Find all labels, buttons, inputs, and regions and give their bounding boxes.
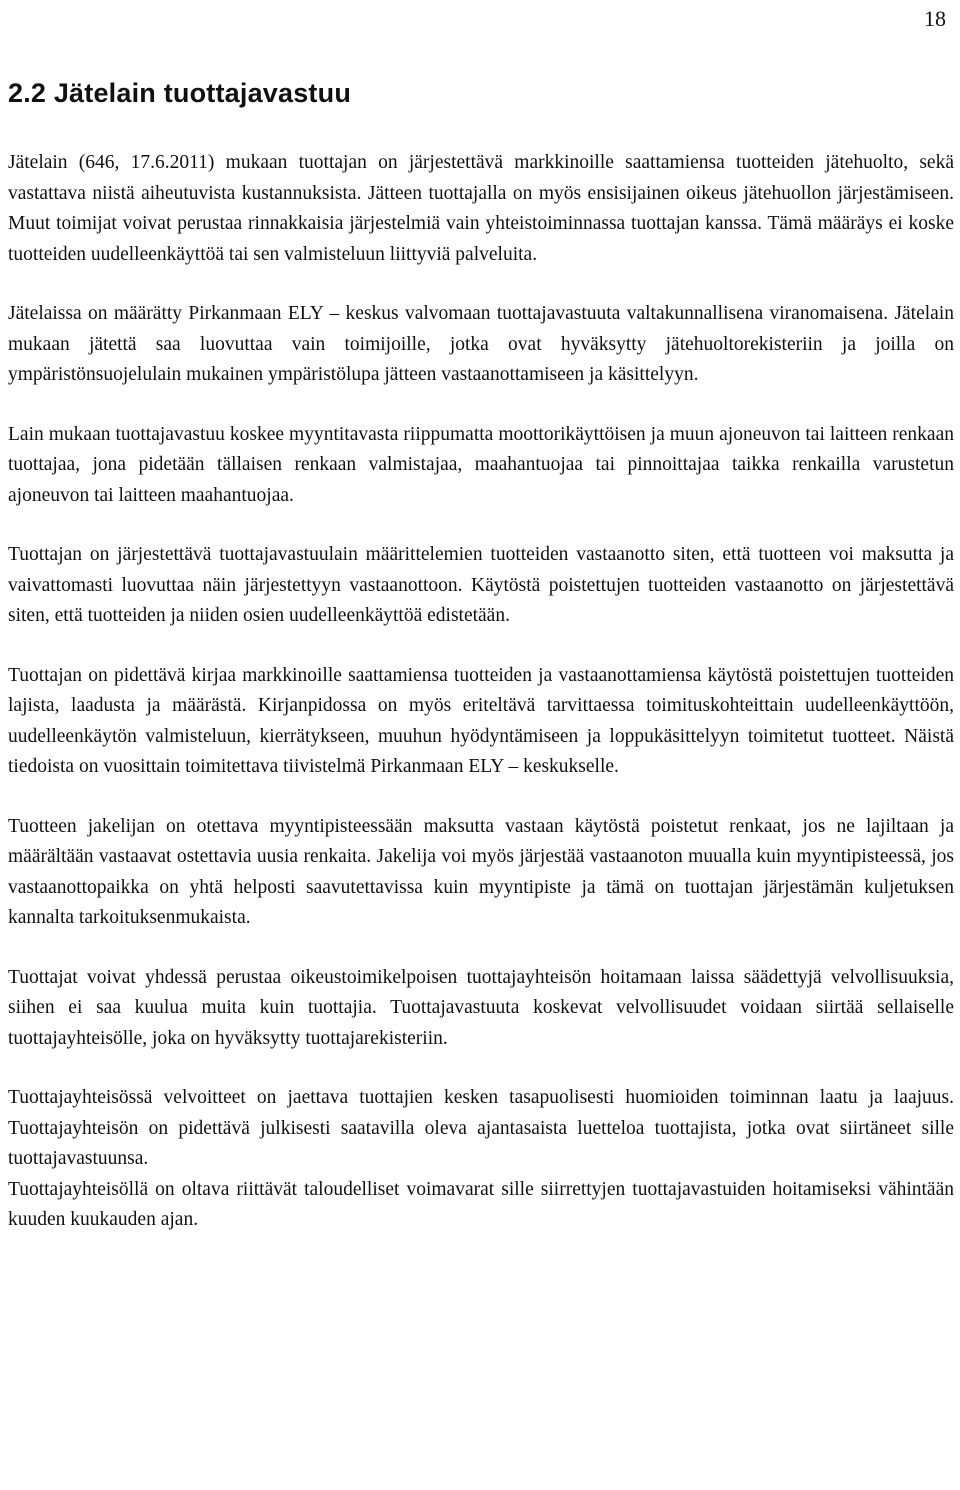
- paragraph: Tuottajan on pidettävä kirjaa markkinoille saattamiensa tuotteiden ja vastaanottamiensa käytöstä poistettujen tuotteiden lajista, laadusta ja määrästä. Kirjanpidossa on myös eriteltävä tarvittaessa toimituskohteittain uudelleenkäyttöön, uudelleenkäytön valmisteluun, kierrätykseen, muuhun hyödyntämiseen ja loppukäsittelyyn toimitetut tuotteet. Näistä tiedoista on vuosittain toimitettava tiivistelmä Pirkanmaan ELY – keskukselle.: [8, 664, 954, 777]
- paragraph: Jätelaissa on määrätty Pirkanmaan ELY – keskus valvomaan tuottajavastuuta valtakunnallisena viranomaisena. Jätelain mukaan jätettä saa luovuttaa vain toimijoille, jotka ovat hyväksytty jätehuoltorekisteriin ja joilla on ympäristönsuojelulain mukainen ympäristölupa jätteen vastaanottamiseen ja käsittelyyn.: [8, 303, 954, 385]
- paragraph: Tuottajan on järjestettävä tuottajavastuulain määrittelemien tuotteiden vastaanotto siten, että tuotteen voi maksutta ja vaivattomasti luovuttaa näin järjestettyyn vastaanottoon. Käytöstä poistettujen tuotteiden vastaanotto on järjestettävä siten, että tuotteiden ja niiden osien uudelleenkäyttöä edistetään.: [8, 544, 954, 626]
- paragraph: Tuottajayhteisöllä on oltava riittävät taloudelliset voimavarat sille siirrettyjen tuottajavastuiden hoitamiseksi vähintään kuuden kuukauden ajan.: [8, 1178, 954, 1230]
- page-number: 18: [924, 6, 946, 31]
- paragraph: Tuottajat voivat yhdessä perustaa oikeustoimikelpoisen tuottajayhteisön hoitamaan laissa säädettyjä velvollisuuksia, siihen ei saa kuulua muita kuin tuottajia. Tuottajavastuuta koskevat velvollisuudet voidaan siirtää sellaiselle tuottajayhteisölle, joka on hyväksytty tuottajarekisteriin.: [8, 966, 954, 1049]
- section-heading: 2.2 Jätelain tuottajavastuu: [8, 78, 352, 108]
- paragraph: Tuotteen jakelijan on otettava myyntipisteessään maksutta vastaan käytöstä poistetut renkaat, jos ne lajiltaan ja määrältään vastaavat ostettavia uusia renkaita. Jakelija voi myös järjestää vastaanoton muualla kuin myyntipisteessä, jos vastaanottopaikka on yhtä helposti saavutettavissa kuin myyntipiste ja tämä on tuottajan järjestämän kuljetuksen kannalta tarkoituksenmukaista.: [8, 815, 954, 928]
- paragraph: Lain mukaan tuottajavastuu koskee myyntitavasta riippumatta moottorikäyttöisen ja muun ajoneuvon tai laitteen renkaan tuottajaa, jona pidetään tällaisen renkaan valmistajaa, maahantuojaa tai pinnoittajaa taikka renkailla varustetun ajoneuvon tai laitteen maahantuojaa.: [8, 423, 954, 506]
- body-text: [8, 148, 954, 1236]
- paragraph: Tuottajayhteisössä velvoitteet on jaettava tuottajien kesken tasapuolisesti huomioiden toiminnan laatu ja laajuus. Tuottajayhteisön on pidettävä julkisesti saatavilla oleva ajantasaista luetteloa tuottajista, jotka ovat siirtäneet sille tuottajavastuunsa.: [8, 1087, 954, 1169]
- paragraph: Jätelain (646, 17.6.2011) mukaan tuottajan on järjestettävä markkinoille saattamiensa tuotteiden jätehuolto, sekä vastattava niistä aiheutuvista kustannuksista. Jätteen tuottajalla on myös ensisijainen oikeus jätehuollon järjestämiseen. Muut toimijat voivat perustaa rinnakkaisia järjestelmiä vain yhteistoiminnassa tuottajan kanssa. Tämä määräys ei koske tuotteiden uudelleenkäyttöä tai sen valmisteluun liittyviä palveluita.: [8, 152, 954, 265]
